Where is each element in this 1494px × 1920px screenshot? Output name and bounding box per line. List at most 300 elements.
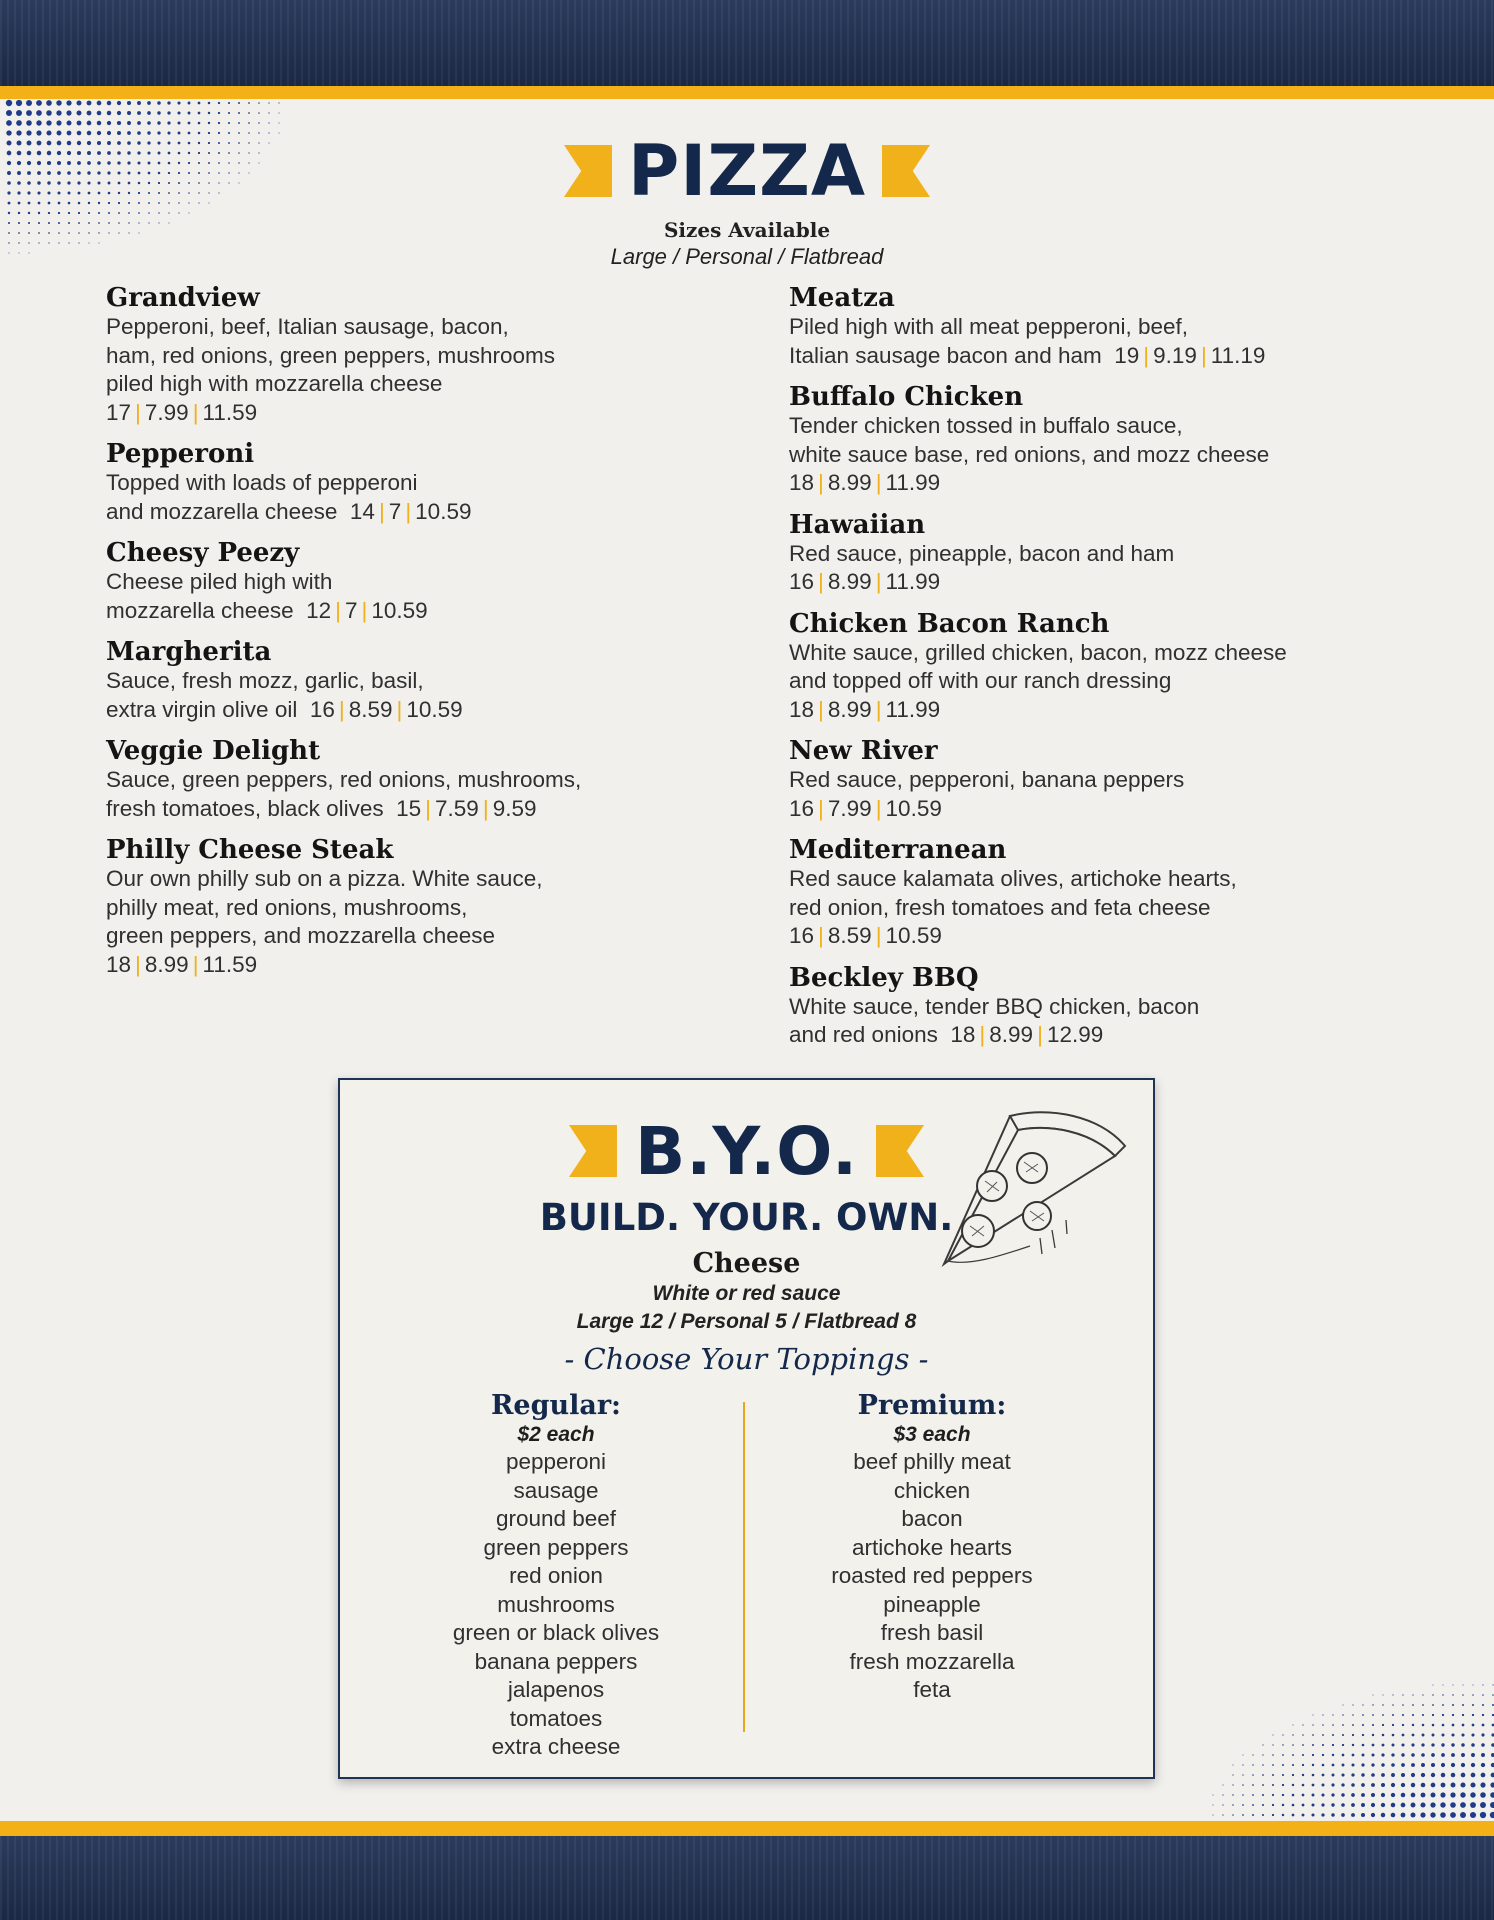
halftone-dot	[1461, 1733, 1464, 1736]
top-gold-stripe	[0, 86, 1494, 99]
halftone-dot	[1412, 1694, 1413, 1695]
halftone-dot	[1472, 1704, 1474, 1706]
halftone-dot	[1311, 1813, 1314, 1816]
halftone-dot	[1292, 1794, 1295, 1797]
topping-item: roasted red peppers	[831, 1563, 1033, 1588]
halftone-dot	[1371, 1773, 1375, 1777]
halftone-dot	[6, 120, 12, 126]
page-title: PIZZA	[627, 130, 867, 212]
halftone-dot	[97, 121, 101, 125]
price-separator: |	[875, 696, 882, 722]
ribbon-left-icon	[564, 145, 612, 197]
halftone-dot	[238, 132, 240, 134]
halftone-dot	[157, 111, 160, 114]
menu-item-price: 11.59	[202, 399, 258, 425]
halftone-dot	[28, 212, 30, 214]
halftone-dot	[1450, 1812, 1456, 1818]
halftone-dot	[97, 101, 102, 106]
halftone-dot	[1272, 1784, 1274, 1786]
halftone-dot	[1232, 1764, 1233, 1765]
halftone-dot	[1401, 1783, 1405, 1787]
sizes-heading: Sizes Available	[663, 218, 831, 242]
halftone-dot	[1412, 1714, 1414, 1716]
menu-item-name: Grandview	[106, 283, 260, 313]
halftone-dot	[1361, 1763, 1364, 1766]
halftone-dot	[1242, 1754, 1243, 1755]
halftone-dot	[1362, 1754, 1365, 1757]
halftone-dot	[1321, 1813, 1324, 1816]
menu-item-price: 7.99	[827, 795, 872, 821]
halftone-dot	[1382, 1724, 1384, 1726]
halftone-dot	[1392, 1724, 1394, 1726]
halftone-dot	[1412, 1734, 1415, 1737]
menu-item-name: Veggie Delight	[106, 736, 321, 766]
halftone-dot	[1342, 1714, 1343, 1715]
halftone-dot	[1402, 1734, 1405, 1737]
menu-item-description: fresh tomatoes, black olives	[106, 795, 384, 821]
halftone-dot	[1492, 1684, 1493, 1685]
halftone-dot	[1252, 1814, 1254, 1816]
halftone-dot	[178, 132, 181, 135]
halftone-dot	[1401, 1803, 1406, 1808]
halftone-dot	[26, 100, 32, 106]
topping-item: pineapple	[883, 1591, 981, 1617]
halftone-dot	[1411, 1783, 1415, 1787]
menu-item-price: 7.99	[144, 399, 189, 425]
halftone-dot	[1442, 1694, 1443, 1695]
menu-item-price: 18	[950, 1022, 976, 1047]
halftone-dot	[1361, 1803, 1365, 1807]
halftone-dot	[1312, 1804, 1315, 1807]
halftone-dot	[1391, 1803, 1396, 1808]
halftone-dot	[258, 132, 259, 133]
halftone-dot	[148, 212, 150, 214]
halftone-dot	[117, 111, 121, 115]
halftone-dot	[1312, 1734, 1314, 1736]
halftone-dot	[77, 121, 82, 126]
halftone-dot	[1402, 1724, 1404, 1726]
halftone-dot	[26, 130, 31, 135]
halftone-dot	[1302, 1804, 1305, 1807]
halftone-dot	[1252, 1774, 1254, 1776]
price-separator: |	[818, 923, 824, 948]
topping-item: fresh basil	[880, 1620, 984, 1645]
topping-item: tomatoes	[509, 1705, 603, 1731]
topping-item: green peppers	[483, 1534, 629, 1560]
halftone-dot	[36, 130, 41, 135]
halftone-dot	[1432, 1694, 1433, 1695]
halftone-dot	[1242, 1764, 1243, 1765]
halftone-dot	[1321, 1803, 1324, 1806]
halftone-dot	[1252, 1804, 1254, 1806]
halftone-dot	[198, 112, 201, 115]
halftone-dot	[167, 121, 170, 124]
menu-item-price: 15	[396, 795, 422, 821]
halftone-dot	[1341, 1813, 1345, 1817]
halftone-dot	[1411, 1803, 1416, 1808]
bottom-gold-stripe	[0, 1821, 1494, 1836]
halftone-dot	[1411, 1753, 1415, 1757]
halftone-dot	[138, 212, 140, 214]
halftone-dot	[1302, 1754, 1304, 1756]
menu-item-price-line	[789, 469, 1429, 498]
halftone-dot	[1272, 1734, 1273, 1735]
halftone-dot	[1460, 1792, 1465, 1797]
halftone-dot	[238, 112, 240, 114]
halftone-dot	[1490, 1812, 1494, 1818]
halftone-dot	[1332, 1754, 1334, 1756]
halftone-dot	[1460, 1782, 1465, 1787]
halftone-dot	[1222, 1804, 1223, 1805]
halftone-dot	[16, 130, 21, 135]
halftone-dot	[1442, 1684, 1443, 1685]
menu-item-description: extra virgin olive oil	[106, 696, 298, 722]
halftone-dot	[1351, 1803, 1355, 1807]
halftone-dot	[87, 121, 92, 126]
halftone-dot	[1441, 1743, 1444, 1746]
halftone-dot	[36, 120, 41, 125]
menu-item-description: Red sauce, pineapple, bacon and ham	[789, 540, 1175, 566]
halftone-dot	[1282, 1764, 1284, 1766]
halftone-dot	[1322, 1774, 1325, 1777]
halftone-dot	[1342, 1734, 1344, 1736]
halftone-dot	[1422, 1714, 1424, 1716]
price-separator: |	[875, 470, 882, 495]
halftone-dot	[1292, 1774, 1294, 1776]
menu-item-price-line	[789, 568, 1429, 597]
menu-item-price: 8.59	[348, 696, 393, 722]
halftone-dot	[1401, 1773, 1405, 1777]
halftone-dot	[1372, 1744, 1375, 1747]
halftone-dot	[1442, 1734, 1445, 1737]
menu-item-price: 9.59	[492, 795, 537, 821]
halftone-dot	[1302, 1724, 1303, 1725]
topping-item: extra cheese	[491, 1734, 621, 1759]
halftone-dot	[1401, 1743, 1404, 1746]
halftone-dot	[1421, 1773, 1425, 1777]
halftone-dot	[1472, 1724, 1475, 1727]
halftone-dot	[147, 111, 151, 115]
menu-item-description: Tender chicken tossed in buffalo sauce,	[789, 413, 1183, 438]
halftone-dot	[1461, 1773, 1466, 1778]
topping-item: feta	[913, 1677, 951, 1702]
menu-item-price-line	[789, 795, 1429, 824]
halftone-dot	[1351, 1763, 1354, 1766]
menu-item	[106, 637, 706, 724]
halftone-dot	[127, 111, 131, 115]
halftone-dot	[1212, 1804, 1213, 1805]
halftone-dot	[1352, 1744, 1354, 1746]
ribbon-left-icon	[569, 1125, 617, 1177]
halftone-dot	[1282, 1814, 1284, 1816]
halftone-dot	[1450, 1792, 1455, 1797]
topping-item: beef philly meat	[853, 1449, 1011, 1474]
halftone-dot	[1342, 1764, 1345, 1767]
halftone-dot	[1452, 1694, 1453, 1695]
halftone-dot	[1411, 1763, 1415, 1767]
halftone-dot	[1471, 1753, 1475, 1757]
halftone-dot	[157, 131, 160, 134]
halftone-dot	[46, 130, 51, 135]
halftone-dot	[1471, 1773, 1476, 1778]
menu-item-name: Mediterranean	[789, 835, 1007, 865]
halftone-dot	[1471, 1733, 1474, 1736]
halftone-dot	[188, 122, 191, 125]
halftone-dot	[1440, 1792, 1445, 1797]
halftone-dot	[16, 110, 22, 116]
halftone-dot	[1422, 1724, 1425, 1727]
halftone-dot	[68, 212, 70, 214]
halftone-dot	[1242, 1784, 1244, 1786]
halftone-dot	[107, 101, 111, 105]
menu-item	[106, 439, 706, 526]
menu-item-price-line	[789, 1021, 1429, 1050]
halftone-dot	[1262, 1814, 1264, 1816]
halftone-dot	[238, 122, 240, 124]
halftone-dot	[278, 102, 279, 103]
halftone-dot	[198, 122, 201, 125]
menu-item-name: Chicken Bacon Ranch	[789, 608, 1110, 639]
halftone-dot	[1490, 1782, 1494, 1787]
halftone-dot	[1312, 1794, 1315, 1797]
halftone-dot	[1351, 1773, 1354, 1776]
topping-item: green or black olives	[452, 1620, 660, 1645]
halftone-dot	[157, 121, 160, 124]
halftone-dot	[1312, 1774, 1315, 1777]
halftone-dot	[1401, 1763, 1405, 1767]
halftone-dot	[1392, 1694, 1393, 1695]
halftone-dot	[1401, 1813, 1406, 1818]
menu-item-price: 16	[789, 569, 815, 594]
halftone-dot	[1450, 1802, 1456, 1808]
halftone-dot	[1302, 1784, 1305, 1787]
price-separator: |	[405, 498, 412, 524]
halftone-dot	[1262, 1784, 1264, 1786]
halftone-dot	[46, 120, 51, 125]
halftone-dot	[248, 132, 250, 134]
halftone-dot	[1481, 1743, 1485, 1747]
byo-panel	[338, 1078, 1155, 1779]
menu-item-price-line	[106, 795, 706, 824]
halftone-dot	[1272, 1744, 1273, 1745]
halftone-dot	[1262, 1774, 1264, 1776]
menu-item-price-line	[106, 696, 706, 725]
halftone-dot	[1372, 1694, 1373, 1695]
menu-item-description: red onion, fresh tomatoes and feta cheese	[789, 894, 1211, 920]
halftone-dot	[1440, 1812, 1446, 1818]
halftone-dot	[158, 212, 159, 213]
halftone-dot	[1302, 1794, 1305, 1797]
halftone-dot	[208, 122, 210, 124]
halftone-dot	[1342, 1754, 1345, 1757]
price-separator: |	[378, 498, 385, 524]
halftone-dot	[1481, 1733, 1484, 1736]
halftone-dot	[1462, 1684, 1463, 1685]
menu-item-name: Beckley BBQ	[789, 962, 979, 993]
halftone-dot	[1411, 1813, 1416, 1818]
halftone-dot	[6, 130, 11, 135]
halftone-dot	[1371, 1813, 1375, 1817]
halftone-dot	[1421, 1793, 1426, 1798]
menu-item-name: Buffalo Chicken	[789, 382, 1024, 412]
halftone-dot	[1262, 1744, 1263, 1745]
halftone-dot	[208, 102, 211, 105]
halftone-dot	[1312, 1754, 1314, 1756]
halftone-dot	[1262, 1804, 1264, 1806]
halftone-dot	[66, 110, 71, 115]
halftone-dot	[1332, 1734, 1334, 1736]
menu-item-price: 7	[388, 498, 402, 524]
halftone-dot	[1282, 1804, 1284, 1806]
halftone-dot	[1422, 1704, 1424, 1706]
menu-item-price: 11.99	[885, 569, 941, 594]
menu-item-name: Cheesy Peezy	[106, 538, 300, 568]
halftone-dot	[1222, 1814, 1223, 1815]
bottom-texture-band	[0, 1836, 1494, 1920]
halftone-dot	[1282, 1734, 1283, 1735]
halftone-dot	[1381, 1753, 1384, 1756]
halftone-dot	[218, 122, 220, 124]
halftone-dot	[198, 132, 201, 135]
menu-item-price-line	[106, 597, 706, 626]
halftone-dot	[58, 212, 60, 214]
halftone-dot	[1341, 1793, 1344, 1796]
halftone-dot	[127, 131, 131, 135]
halftone-dot	[137, 131, 141, 135]
halftone-dot	[1433, 1685, 1434, 1686]
halftone-dot	[1431, 1753, 1435, 1757]
halftone-dot	[1331, 1803, 1334, 1806]
menu-item-description: white sauce base, red onions, and mozz cheese	[789, 441, 1270, 467]
halftone-dot	[167, 111, 170, 114]
halftone-dot	[26, 110, 32, 116]
menu-item-description: Topped with loads of pepperoni	[106, 470, 418, 495]
halftone-dot	[1381, 1803, 1385, 1807]
halftone-dot	[1312, 1714, 1313, 1715]
topping-item: red onion	[509, 1563, 603, 1588]
halftone-dot	[1292, 1784, 1294, 1786]
halftone-dot	[198, 102, 201, 105]
halftone-dot	[1292, 1764, 1294, 1766]
menu-item	[789, 963, 1429, 1050]
halftone-dot	[1341, 1773, 1344, 1776]
halftone-dot	[188, 102, 191, 105]
halftone-dot	[178, 212, 179, 213]
halftone-dot	[1432, 1704, 1434, 1706]
halftone-dot	[1441, 1753, 1445, 1757]
halftone-dot	[1421, 1783, 1426, 1788]
topping-item: chicken	[893, 1477, 971, 1503]
halftone-dot	[97, 131, 101, 135]
halftone-dot	[1322, 1724, 1324, 1726]
halftone-dot	[1382, 1694, 1383, 1695]
halftone-dot	[278, 122, 279, 123]
halftone-dot	[1392, 1734, 1395, 1737]
halftone-dot	[278, 132, 279, 133]
regular-toppings	[406, 1390, 706, 1762]
halftone-dot	[1470, 1792, 1475, 1797]
halftone-dot	[78, 212, 80, 214]
halftone-dot	[1431, 1783, 1436, 1788]
halftone-dot	[46, 100, 52, 106]
ribbon-right-icon	[882, 145, 930, 197]
menu-item-description: Pepperoni, beef, Italian sausage, bacon,	[106, 314, 509, 339]
halftone-dot	[1490, 1792, 1494, 1798]
regular-price: $2 each	[517, 1423, 595, 1446]
menu-item-description: White sauce, tender BBQ chicken, bacon	[789, 993, 1200, 1019]
halftone-dot	[1352, 1714, 1354, 1716]
halftone-dot	[1470, 1782, 1475, 1787]
halftone-dot	[1242, 1804, 1244, 1806]
halftone-dot	[1482, 1694, 1484, 1696]
halftone-dot	[208, 132, 210, 134]
halftone-dot	[177, 101, 180, 104]
halftone-dot	[107, 131, 111, 135]
halftone-dot	[268, 102, 269, 103]
halftone-dot	[1352, 1754, 1355, 1757]
menu-item-price: 19	[1114, 342, 1140, 368]
halftone-dot	[1412, 1704, 1414, 1706]
halftone-dot	[147, 101, 151, 105]
halftone-dot	[1381, 1773, 1385, 1777]
price-separator: |	[361, 597, 368, 623]
menu-item-price: 10.59	[415, 498, 472, 524]
halftone-dot	[1371, 1803, 1375, 1807]
halftone-dot	[1242, 1794, 1244, 1796]
halftone-dot	[1282, 1774, 1284, 1776]
halftone-dot	[1372, 1704, 1373, 1705]
menu-item-price: 12	[306, 597, 332, 623]
menu-item	[106, 835, 706, 979]
halftone-dot	[1442, 1714, 1444, 1716]
halftone-dot	[1392, 1744, 1395, 1747]
halftone-dot	[1322, 1764, 1325, 1767]
halftone-dot	[97, 111, 102, 116]
halftone-dot	[1420, 1802, 1425, 1807]
halftone-dot	[1451, 1733, 1454, 1736]
halftone-dot	[1322, 1754, 1324, 1756]
halftone-dot	[1332, 1724, 1334, 1726]
halftone-dot	[238, 102, 240, 104]
halftone-dot	[1391, 1763, 1395, 1767]
halftone-dot	[1452, 1704, 1454, 1706]
menu-item	[106, 283, 706, 427]
halftone-dot	[1322, 1734, 1324, 1736]
menu-item-price: 7.59	[435, 795, 479, 821]
halftone-dot	[1451, 1773, 1456, 1778]
halftone-dot	[38, 212, 40, 214]
halftone-dot	[248, 102, 250, 104]
halftone-dot	[1262, 1764, 1264, 1766]
menu-item-description: Our own philly sub on a pizza. White sauce,	[106, 866, 543, 891]
halftone-dot	[1421, 1743, 1424, 1746]
halftone-dot	[1302, 1734, 1304, 1736]
halftone-dot	[168, 212, 169, 213]
halftone-dot	[1432, 1724, 1435, 1727]
halftone-dot	[1391, 1773, 1395, 1777]
choose-toppings-heading: - Choose Your Toppings -	[564, 1342, 929, 1376]
halftone-dot	[1381, 1783, 1385, 1787]
menu-item-description: Italian sausage bacon and ham	[789, 342, 1102, 368]
menu-item-price: 17	[106, 399, 132, 425]
menu-item	[789, 510, 1429, 597]
halftone-dot	[1332, 1714, 1333, 1715]
menu-column-right	[789, 283, 1429, 1062]
halftone-dot	[157, 101, 161, 105]
halftone-dot	[177, 111, 180, 114]
menu-item	[789, 736, 1429, 823]
byo-base-sauce: White or red sauce	[652, 1282, 841, 1305]
